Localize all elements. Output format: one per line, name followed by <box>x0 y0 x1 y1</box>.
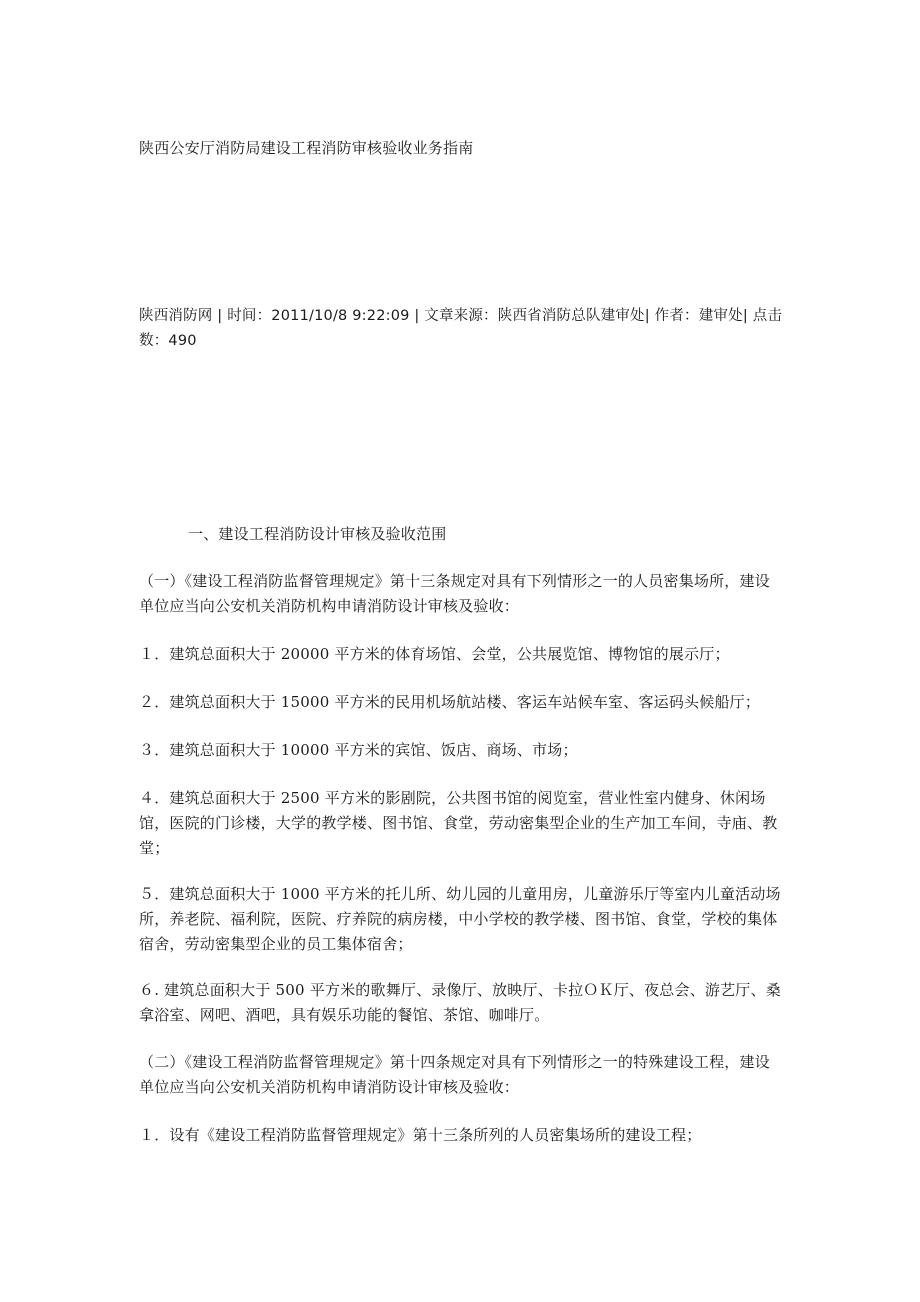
part1-intro: （一）《建设工程消防监督管理规定》第十三条规定对具有下列情形之一的人员密集场所，建设单位应当向公安机关消防机构申请消防设计审核及验收： <box>139 572 770 615</box>
list-item: １．设有《建设工程消防监督管理规定》第十三条所列的人员密集场所的建设工程； <box>139 1126 702 1144</box>
list-item: ２．建筑总面积大于 15000 平方米的民用机场航站楼、客运车站候车室、客运码头候船厅； <box>139 693 761 711</box>
list-item: ４．建筑总面积大于 2500 平方米的影剧院，公共图书馆的阅览室，营业性室内健身、休闲场馆，医院的门诊楼，大学的教学楼、图书馆、食堂，劳动密集型企业的生产加工车间，寺庙、教堂； <box>139 789 778 857</box>
list-item: ３．建筑总面积大于 10000 平方米的宾馆、饭店、商场、市场； <box>139 741 578 759</box>
section-heading: 一、建设工程消防设计审核及验收范围 <box>188 525 447 543</box>
article-meta: 陕西消防网 | 时间：2011/10/8 9:22:09 | 文章来源：陕西省消防总队建审处| 作者：建审处| 点击数：490 <box>139 308 783 349</box>
document-title: 陕西公安厅消防局建设工程消防审核验收业务指南 <box>139 139 474 157</box>
part2-intro: （二）《建设工程消防监督管理规定》第十四条规定对具有下列情形之一的特殊建设工程，建设单位应当向公安机关消防机构申请消防设计审核及验收： <box>139 1053 770 1096</box>
list-item: ５．建筑总面积大于 1000 平方米的托儿所、幼儿园的儿童用房，儿童游乐厅等室内儿童活动场所，养老院、福利院，医院、疗养院的病房楼，中小学校的教学楼、图书馆、食堂，学校的集体宿舍，劳动密集型企业的员工集体宿舍； <box>139 885 781 953</box>
list-item: １．建筑总面积大于 20000 平方米的体育场馆、会堂，公共展览馆、博物馆的展示厅； <box>139 645 730 663</box>
list-item: ６. 建筑总面积大于 500 平方米的歌舞厅、录像厅、放映厅、卡拉ＯＫ厅、夜总会、游艺厅、桑拿浴室、网吧、酒吧，具有娱乐功能的餐馆、茶馆、咖啡厅。 <box>139 981 781 1024</box>
